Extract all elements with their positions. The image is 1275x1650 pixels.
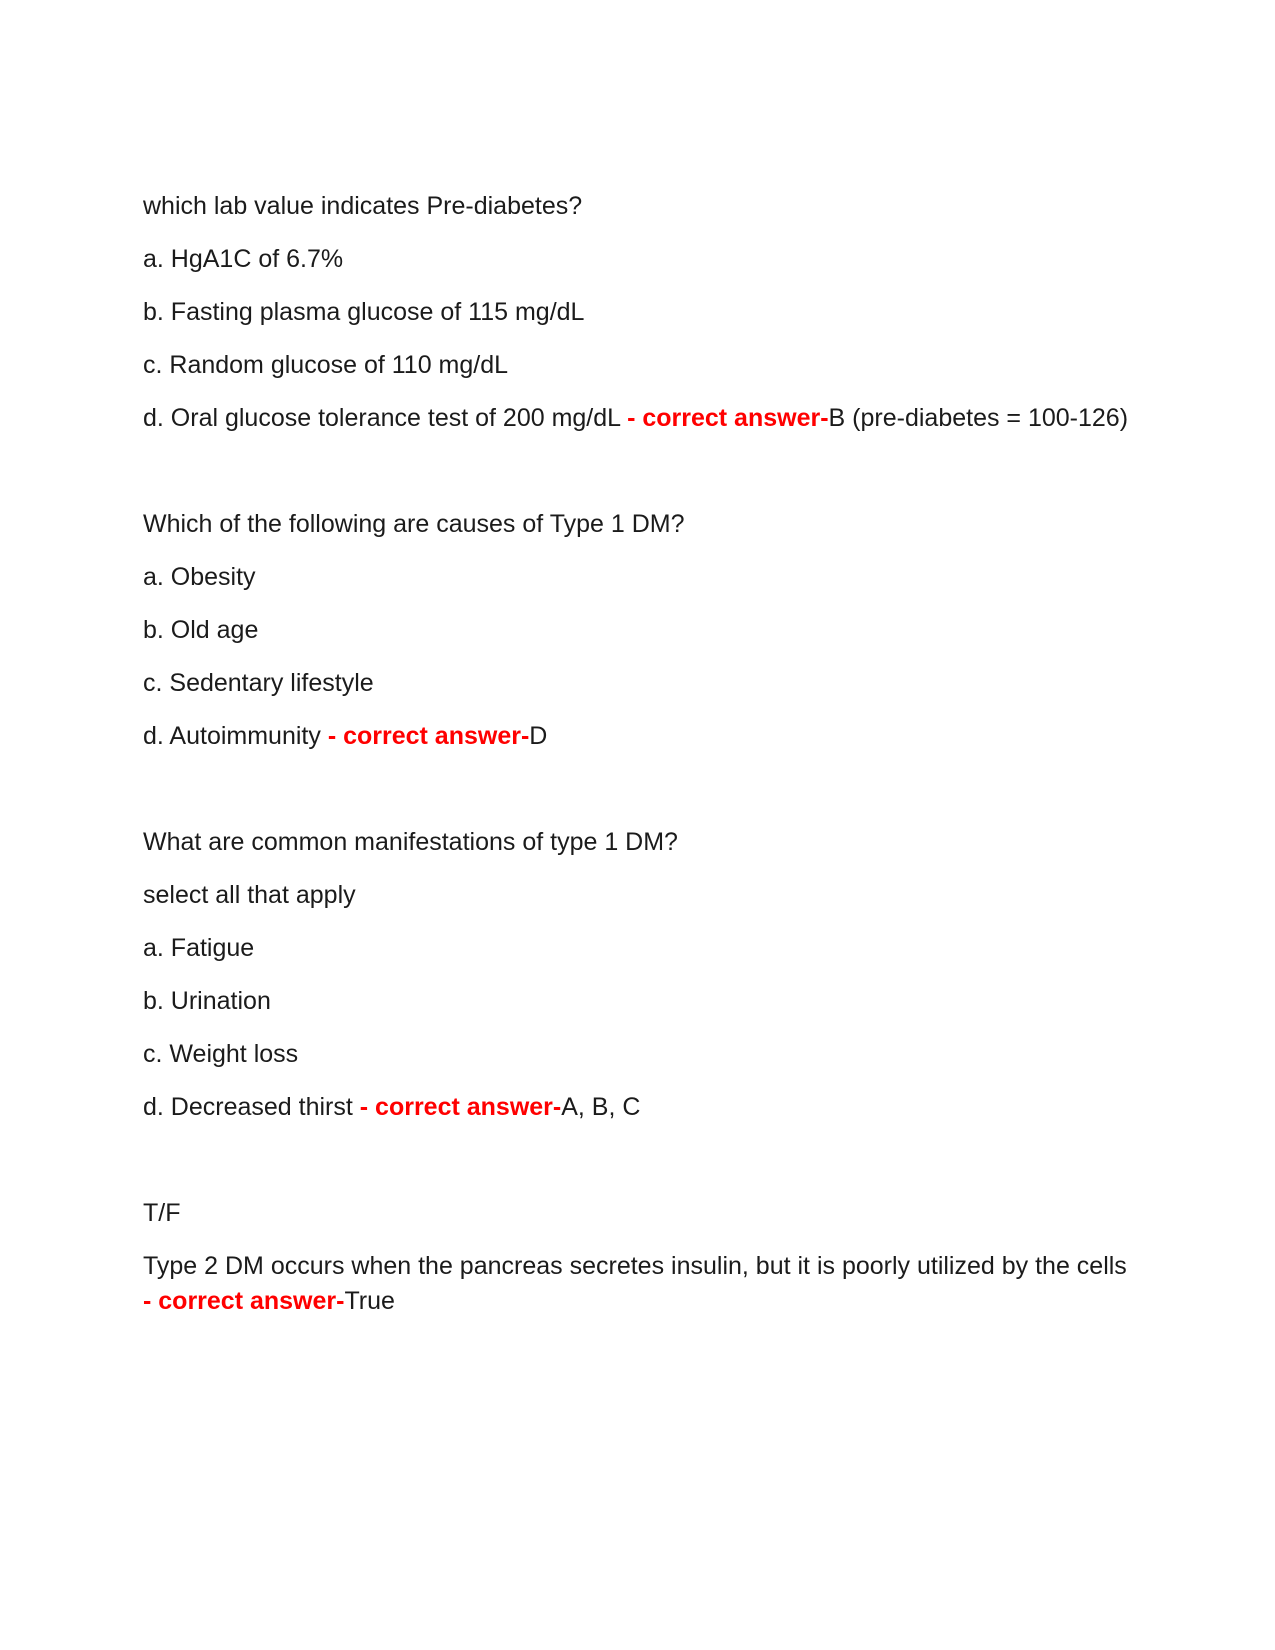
document-body xyxy=(143,189,1133,1319)
question-3-option-a xyxy=(143,931,1133,966)
question-3-prompt xyxy=(143,825,1133,860)
question-1-prompt xyxy=(143,189,1133,224)
question-4-type-label xyxy=(143,1196,1133,1231)
text-run: c. Weight loss xyxy=(143,1040,299,1068)
text-run: b. Fasting plasma glucose of 115 mg/dL xyxy=(143,298,585,326)
paragraph-spacer xyxy=(143,454,1133,489)
question-2-option-d-with-answer xyxy=(143,719,1133,754)
correct-answer-label: - correct answer- xyxy=(143,1287,345,1315)
question-3-instruction xyxy=(143,878,1133,913)
text-run: T/F xyxy=(143,1199,181,1227)
question-3-option-c xyxy=(143,1037,1133,1072)
question-4-statement-with-answer xyxy=(143,1249,1133,1319)
text-run: select all that apply xyxy=(143,881,356,909)
text-run: c. Sedentary lifestyle xyxy=(143,669,374,697)
text-run: D xyxy=(529,722,548,750)
question-1-option-d-with-answer xyxy=(143,401,1133,436)
text-run: b. Urination xyxy=(143,987,271,1015)
text-run: d. Decreased thirst xyxy=(143,1093,360,1121)
question-3-option-b xyxy=(143,984,1133,1019)
correct-answer-label: - correct answer- xyxy=(327,722,530,750)
text-run: a. Fatigue xyxy=(143,934,255,962)
text-run: c. Random glucose of 110 mg/dL xyxy=(143,351,509,379)
text-run: Type 2 DM occurs when the pancreas secretes insulin, but it is poorly utilized by the cells xyxy=(143,1252,1134,1280)
question-2-prompt xyxy=(143,507,1133,542)
question-1-option-a xyxy=(143,242,1133,277)
text-run: d. Autoimmunity xyxy=(143,722,328,750)
paragraph-spacer xyxy=(143,772,1133,807)
text-run: Which of the following are causes of Type 1 DM? xyxy=(143,510,685,538)
text-run: which lab value indicates Pre-diabetes? xyxy=(143,192,583,220)
text-run: a. Obesity xyxy=(143,563,256,591)
question-2-option-c xyxy=(143,666,1133,701)
question-1-option-c xyxy=(143,348,1133,383)
question-2-option-a xyxy=(143,560,1133,595)
text-run: a. HgA1C of 6.7% xyxy=(143,245,344,273)
question-1-option-b xyxy=(143,295,1133,330)
text-run: B (pre-diabetes = 100-126) xyxy=(828,404,1129,432)
correct-answer-label: - correct answer- xyxy=(359,1093,562,1121)
question-3-option-d-with-answer xyxy=(143,1090,1133,1125)
question-2-option-b xyxy=(143,613,1133,648)
text-run: d. Oral glucose tolerance test of 200 mg/dL xyxy=(143,404,628,432)
correct-answer-label: - correct answer- xyxy=(627,404,829,432)
text-run: A, B, C xyxy=(561,1093,641,1121)
text-run: b. Old age xyxy=(143,616,259,644)
text-run: True xyxy=(344,1287,395,1315)
text-run: What are common manifestations of type 1 DM? xyxy=(143,828,678,856)
paragraph-spacer xyxy=(143,1143,1133,1178)
